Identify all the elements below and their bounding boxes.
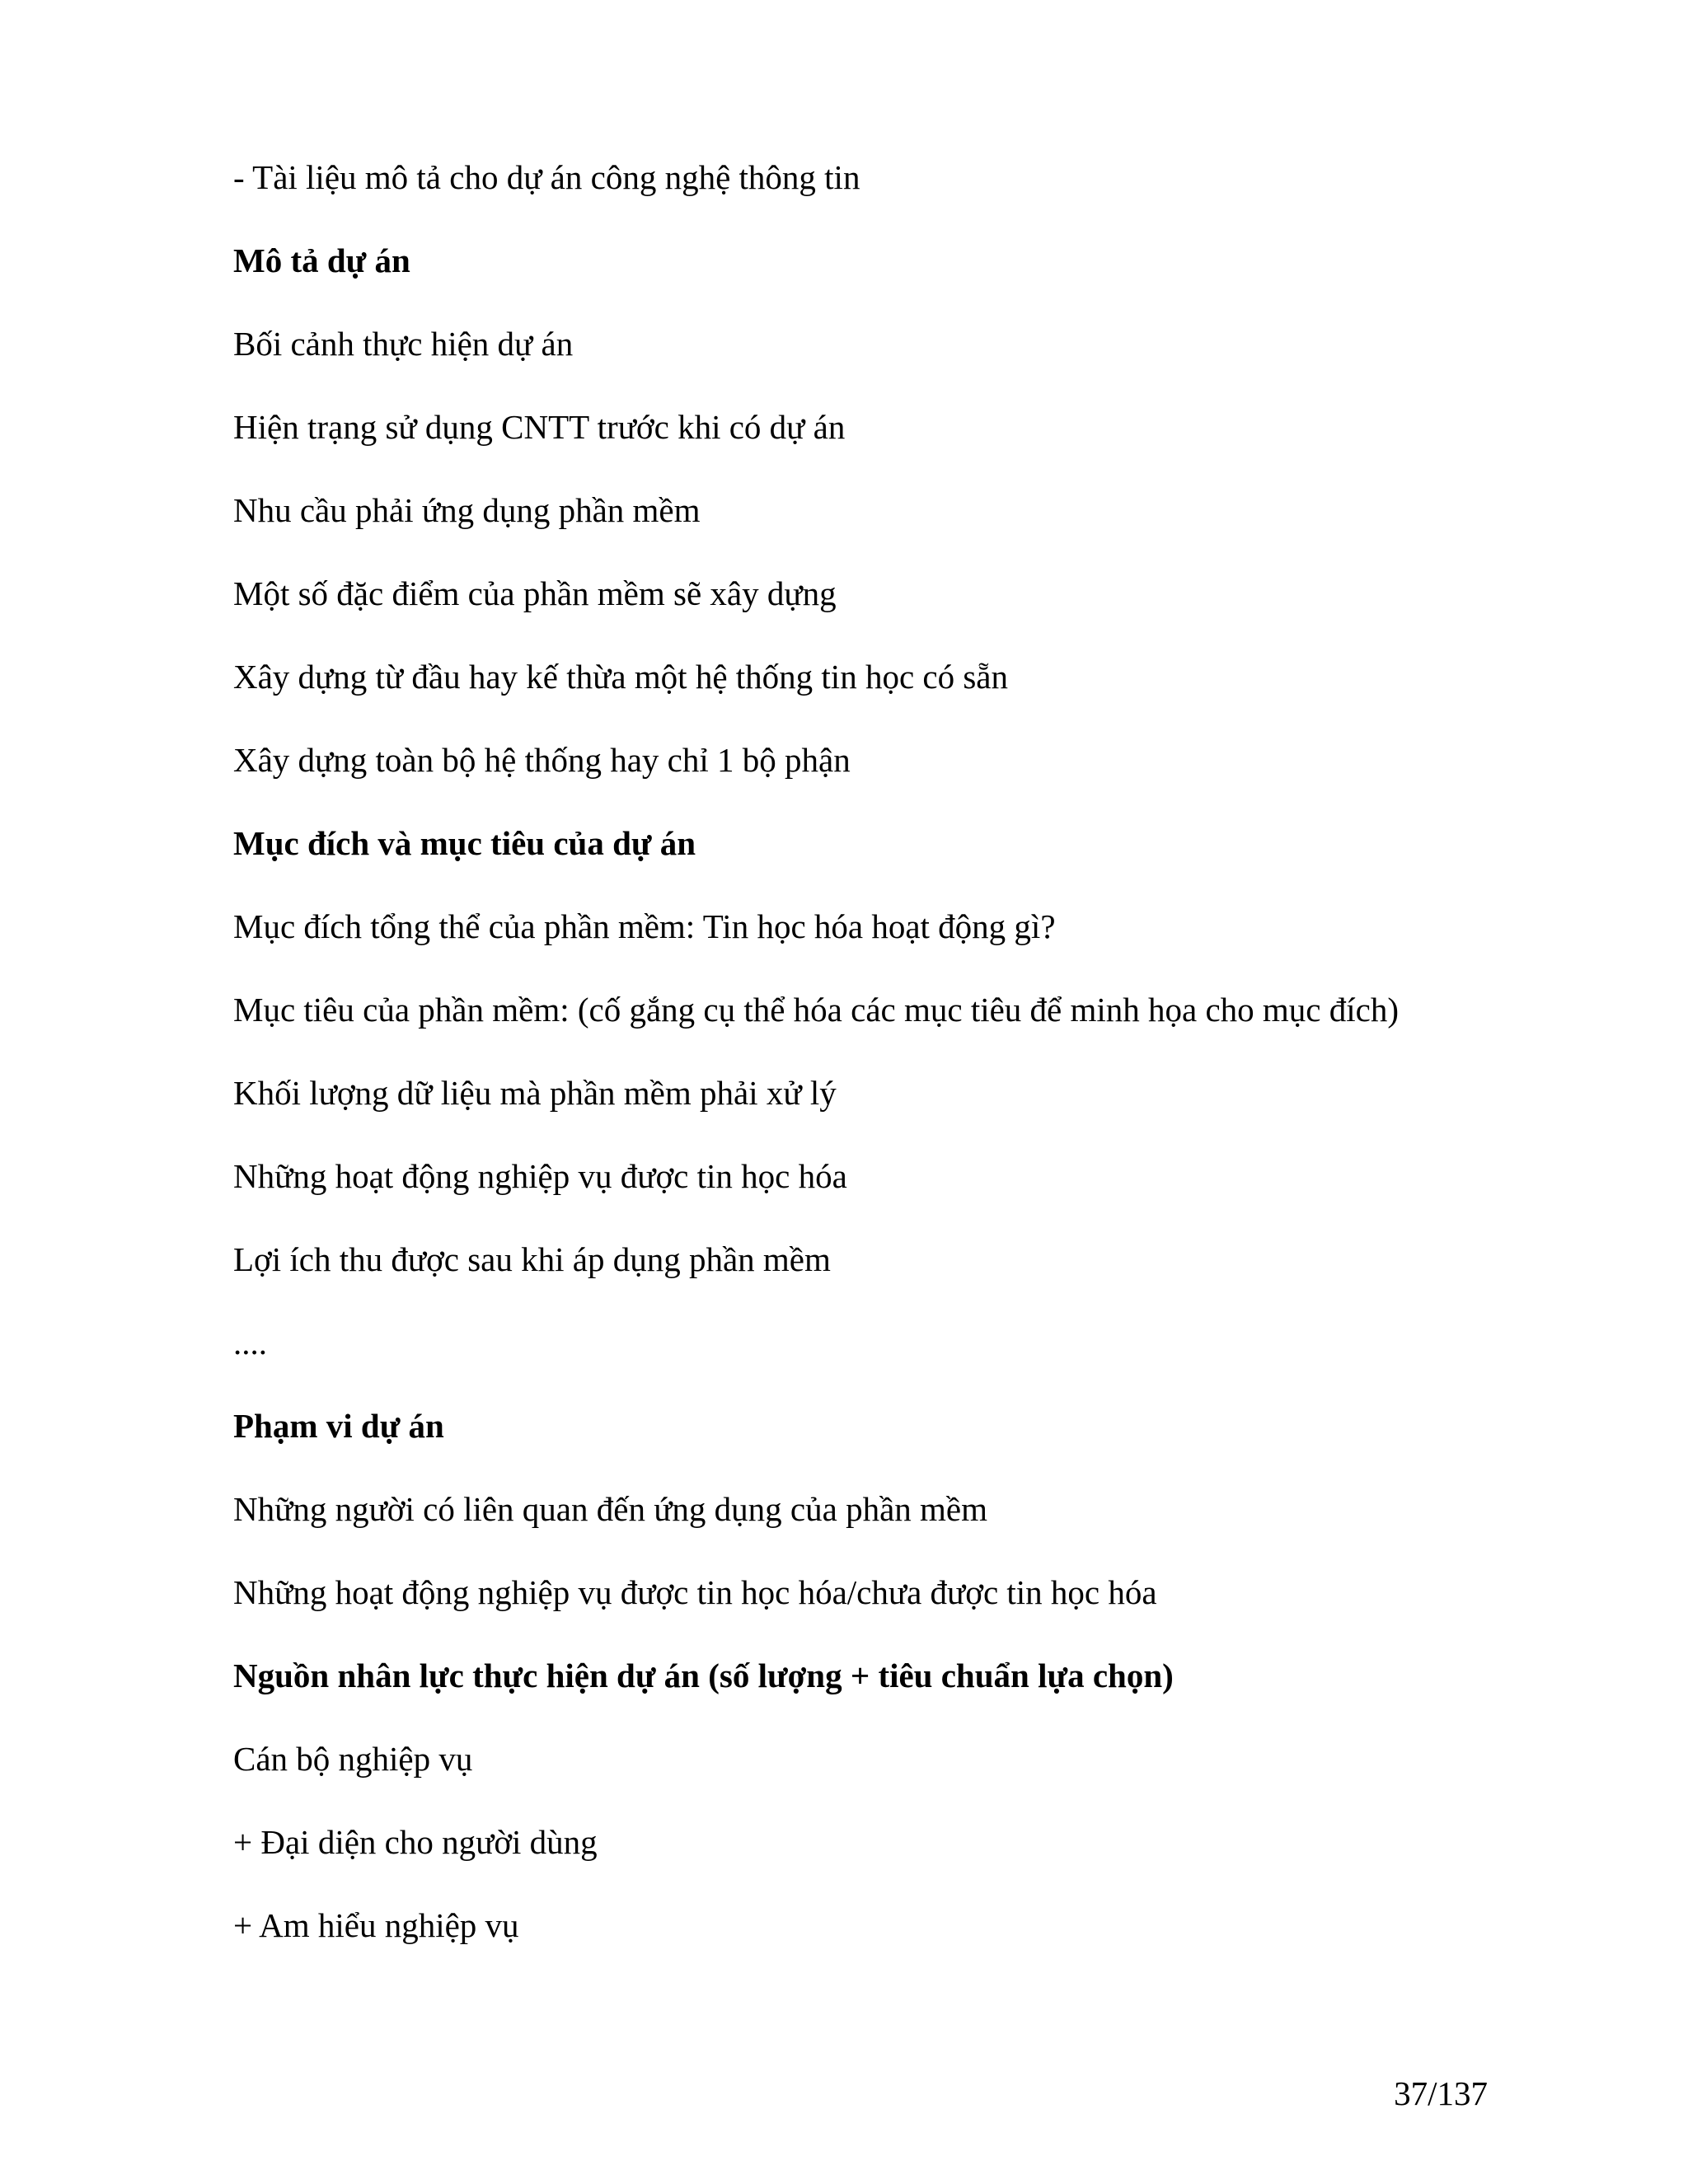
section-heading: Phạm vi dự án: [233, 1407, 444, 1445]
text-line: Những người có liên quan đến ứng dụng của phần mềm: [233, 1490, 987, 1528]
text-line: + Am hiểu nghiệp vụ: [233, 1906, 519, 1944]
section-heading: Mục đích và mục tiêu của dự án: [233, 824, 696, 862]
text-line: ....: [233, 1324, 267, 1361]
text-line: Những hoạt động nghiệp vụ được tin học hóa/chưa được tin học hóa: [233, 1573, 1157, 1611]
text-line: Xây dựng toàn bộ hệ thống hay chỉ 1 bộ phận: [233, 741, 851, 779]
text-line: Hiện trạng sử dụng CNTT trước khi có dự án: [233, 408, 846, 446]
text-line: Một số đặc điểm của phần mềm sẽ xây dựng: [233, 574, 837, 612]
text-line: Xây dựng từ đầu hay kế thừa một hệ thống tin học có sẵn: [233, 658, 1008, 696]
text-line: Mục tiêu của phần mềm: (cố gắng cụ thể hóa các mục tiêu để minh họa cho mục đích): [233, 991, 1399, 1029]
section-heading: Mô tả dự án: [233, 241, 410, 279]
text-line: Cán bộ nghiệp vụ: [233, 1740, 473, 1778]
text-line: Mục đích tổng thể của phần mềm: Tin học hóa hoạt động gì?: [233, 907, 1056, 945]
page-body: [233, 148, 1568, 1980]
page-number: 37/137: [1394, 2074, 1488, 2112]
text-line: Nhu cầu phải ứng dụng phần mềm: [233, 491, 701, 529]
text-line: Những hoạt động nghiệp vụ được tin học hóa: [233, 1157, 847, 1195]
text-line: Khối lượng dữ liệu mà phần mềm phải xử lý: [233, 1074, 837, 1112]
text-line: Bối cảnh thực hiện dự án: [233, 325, 574, 363]
text-line: + Đại diện cho người dùng: [233, 1823, 598, 1861]
text-line: - Tài liệu mô tả cho dự án công nghệ thông tin: [233, 158, 860, 196]
section-heading: Nguồn nhân lực thực hiện dự án (số lượng + tiêu chuẩn lựa chọn): [233, 1657, 1174, 1694]
text-line: Lợi ích thu được sau khi áp dụng phần mềm: [233, 1240, 831, 1278]
